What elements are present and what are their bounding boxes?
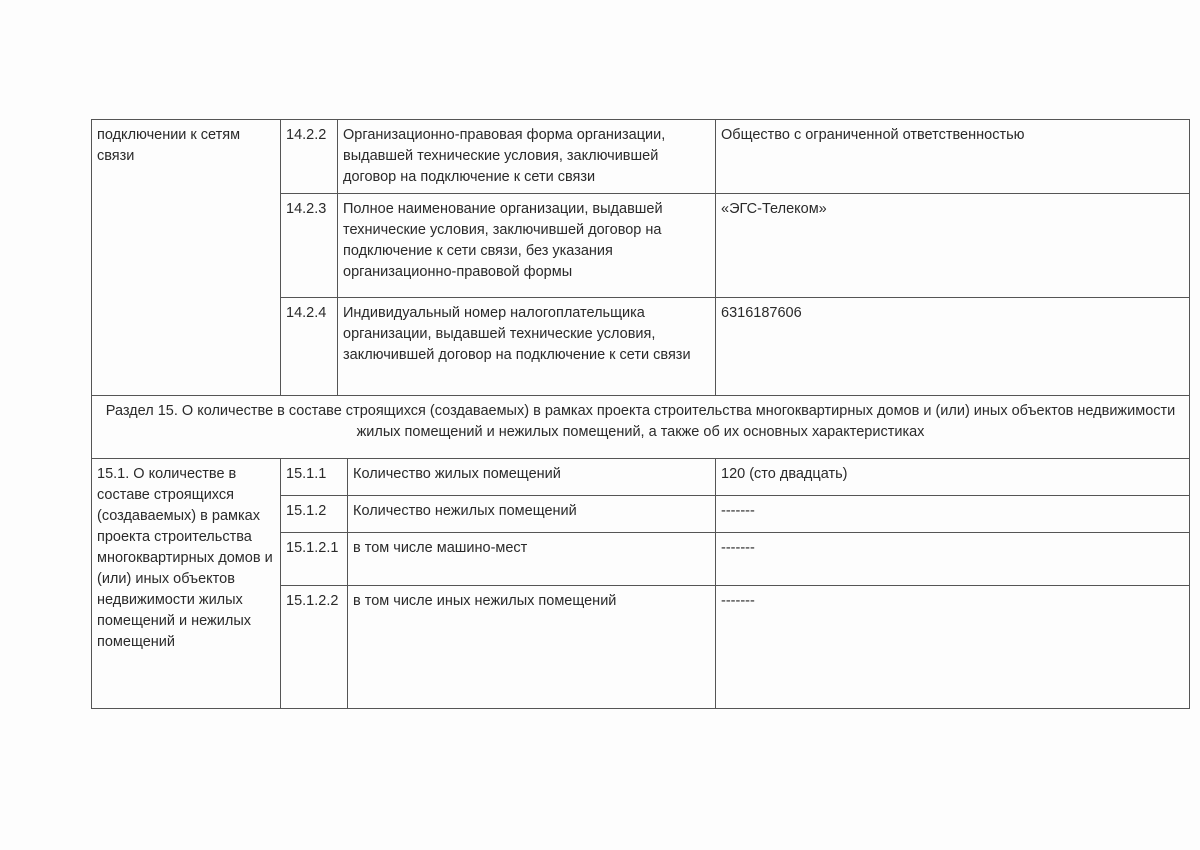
section-15-table bbox=[91, 395, 1190, 709]
row-number: 15.1.2.1 bbox=[281, 533, 348, 586]
row-label: Полное наименование организации, выдавшей технические условия, заключившей договор на подключение к сети связи, без указания организационно-правовой формы bbox=[338, 194, 716, 298]
row-value: ------- bbox=[716, 533, 1190, 586]
group-label: подключении к сетям связи bbox=[92, 120, 281, 396]
row-label: в том числе машино-мест bbox=[348, 533, 716, 586]
row-label: в том числе иных нежилых помещений bbox=[348, 586, 716, 709]
row-number: 15.1.1 bbox=[281, 459, 348, 496]
section-heading-row bbox=[92, 396, 1190, 459]
row-value: «ЭГС-Телеком» bbox=[716, 194, 1190, 298]
row-value: Общество с ограниченной ответственностью bbox=[716, 120, 1190, 194]
row-number: 15.1.2 bbox=[281, 496, 348, 533]
row-label: Количество нежилых помещений bbox=[348, 496, 716, 533]
row-value: 6316187606 bbox=[716, 298, 1190, 396]
table-row bbox=[92, 459, 1190, 496]
row-label: Индивидуальный номер налогоплательщика организации, выдавшей технические условия, заключившей договор на подключение к сети связи bbox=[338, 298, 716, 396]
table-row bbox=[92, 120, 1190, 194]
section-heading: Раздел 15. О количестве в составе строящихся (создаваемых) в рамках проекта строительства многоквартирных домов и (или) иных объектов недвижимости жилых помещений и нежилых помещений, а также об их основных характеристиках bbox=[92, 396, 1190, 459]
row-label: Организационно-правовая форма организации, выдавшей технические условия, заключившей договор на подключение к сети связи bbox=[338, 120, 716, 194]
row-value: ------- bbox=[716, 496, 1190, 533]
row-number: 14.2.3 bbox=[281, 194, 338, 298]
group-label: 15.1. О количестве в составе строящихся (создаваемых) в рамках проекта строительства многоквартирных домов и (или) иных объектов недвижимости жилых помещений и нежилых помещений bbox=[92, 459, 281, 709]
row-number: 15.1.2.2 bbox=[281, 586, 348, 709]
row-number: 14.2.2 bbox=[281, 120, 338, 194]
row-label: Количество жилых помещений bbox=[348, 459, 716, 496]
row-value: 120 (сто двадцать) bbox=[716, 459, 1190, 496]
section-14-table bbox=[91, 119, 1190, 396]
row-value: ------- bbox=[716, 586, 1190, 709]
row-number: 14.2.4 bbox=[281, 298, 338, 396]
